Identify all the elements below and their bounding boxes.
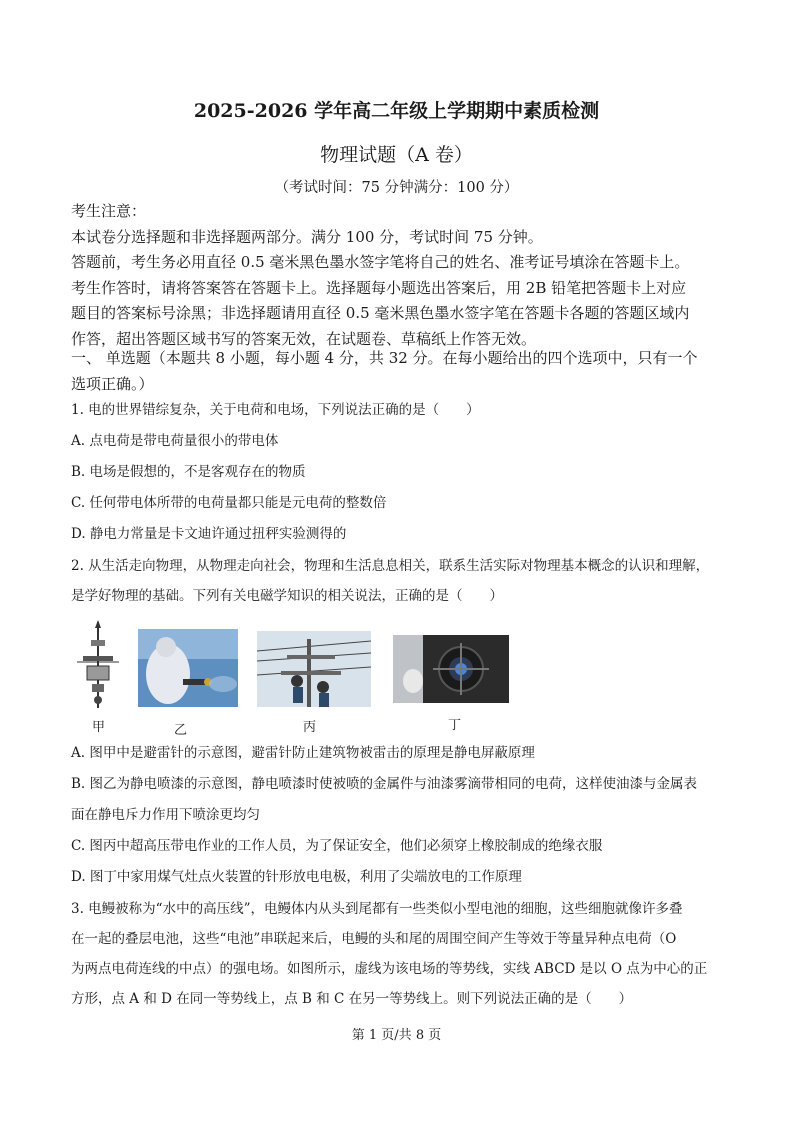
notice-line: 考生作答时，请将答案答在答题卡上。选择题每小题选出答案后，用 2B 铅笔把答题卡上对应 bbox=[71, 278, 687, 297]
figure-caption-jia: 甲 bbox=[92, 720, 106, 735]
option-c: C. 任何带电体所带的电荷量都只能是元电荷的整数倍 bbox=[71, 495, 387, 511]
option-d: D. 图丁中家用煤气灶点火装置的针形放电电极，利用了尖端放电的工作原理 bbox=[71, 869, 522, 885]
question-stem: 是学好物理的基础。下列有关电磁学知识的相关说法，正确的是（ ） bbox=[71, 588, 503, 604]
figure-caption-yi: 乙 bbox=[174, 723, 188, 738]
figure-caption-bing: 丙 bbox=[303, 720, 317, 735]
notice-line: 作答，超出答题区域书写的答案无效，在试题卷、草稿纸上作答无效。 bbox=[71, 329, 537, 348]
question-line: 在一起的叠层电池，这些“电池”串联起来后，电鳗的头和尾的周围空间产生等效于等量异种点电荷（O bbox=[71, 931, 677, 947]
question-3 bbox=[71, 896, 731, 1012]
question-stem: 1. 电的世界错综复杂，关于电荷和电场，下列说法正确的是（ ） bbox=[71, 402, 480, 418]
notice-line: 本试卷分选择题和非选择题两部分。满分 100 分，考试时间 75 分钟。 bbox=[71, 227, 543, 246]
question-2 bbox=[71, 553, 731, 609]
option-b: B. 图乙为静电喷漆的示意图，静电喷漆时使被喷的金属件与油漆雾滴带相同的电荷，这样使油漆与金属表 bbox=[71, 776, 698, 792]
high-voltage-work-photo bbox=[257, 631, 371, 707]
question-2-options bbox=[71, 740, 731, 890]
figure-caption-ding: 丁 bbox=[448, 718, 462, 733]
question-2-figures bbox=[71, 620, 521, 740]
question-stem: 2. 从生活走向物理，从物理走向社会，物理和生活息息相关，联系生活实际对物理基本概念的认识和理解， bbox=[71, 558, 710, 574]
option-a: A. 点电荷是带电荷量很小的带电体 bbox=[71, 433, 279, 449]
question-line: 方形，点 A 和 D 在同一等势线上，点 B 和 C 在另一等势线上。则下列说法正确的是（ ） bbox=[71, 991, 633, 1007]
exam-info: （考试时间：75 分钟满分：100 分） bbox=[274, 180, 519, 196]
lightning-rod-figure bbox=[73, 620, 123, 710]
gas-stove-photo bbox=[393, 635, 509, 703]
section-line: 选项正确。） bbox=[71, 374, 154, 393]
exam-subtitle: 物理试题（A 卷） bbox=[320, 144, 473, 166]
section-heading bbox=[71, 346, 731, 397]
spray-painting-photo bbox=[138, 629, 238, 707]
question-line: 3. 电鳗被称为“水中的高压线”，电鳗体内从头到尾都有一些类似小型电池的细胞，这些细胞就像许多叠 bbox=[71, 901, 683, 917]
option-b: B. 电场是假想的，不是客观存在的物质 bbox=[71, 464, 306, 480]
question-1 bbox=[71, 397, 731, 547]
option-c: C. 图丙中超高压带电作业的工作人员，为了保证安全，他们必须穿上橡胶制成的绝缘衣服 bbox=[71, 838, 603, 854]
notice-block bbox=[71, 199, 731, 352]
option-d: D. 静电力常量是卡文迪许通过扭秤实验测得的 bbox=[71, 526, 347, 542]
exam-title: 2025-2026 学年高二年级上学期期中素质检测 bbox=[193, 100, 600, 122]
notice-line: 答题前，考生务必用直径 0.5 毫米黑色墨水签字笔将自己的姓名、准考证号填涂在答题卡上。 bbox=[71, 253, 690, 271]
section-line: 一、 单选题（本题共 8 小题，每小题 4 分，共 32 分。在每小题给出的四个选项中，只有一个 bbox=[71, 349, 698, 367]
question-line: 为两点电荷连线的中点）的强电场。如图所示，虚线为该电场的等势线，实线 ABCD 是以 O 点为中心的正 bbox=[71, 961, 708, 977]
option-b-continued: 面在静电斥力作用下喷涂更均匀 bbox=[71, 807, 260, 823]
notice-line: 题目的答案标号涂黑；非选择题请用直径 0.5 毫米黑色墨水签字笔在答题卡各题的答题区域内 bbox=[71, 304, 690, 322]
notice-heading: 考生注意： bbox=[71, 202, 147, 220]
option-a: A. 图甲中是避雷针的示意图，避雷针防止建筑物被雷击的原理是静电屏蔽原理 bbox=[71, 745, 535, 761]
page-number: 第 1 页/共 8 页 bbox=[351, 1028, 442, 1043]
